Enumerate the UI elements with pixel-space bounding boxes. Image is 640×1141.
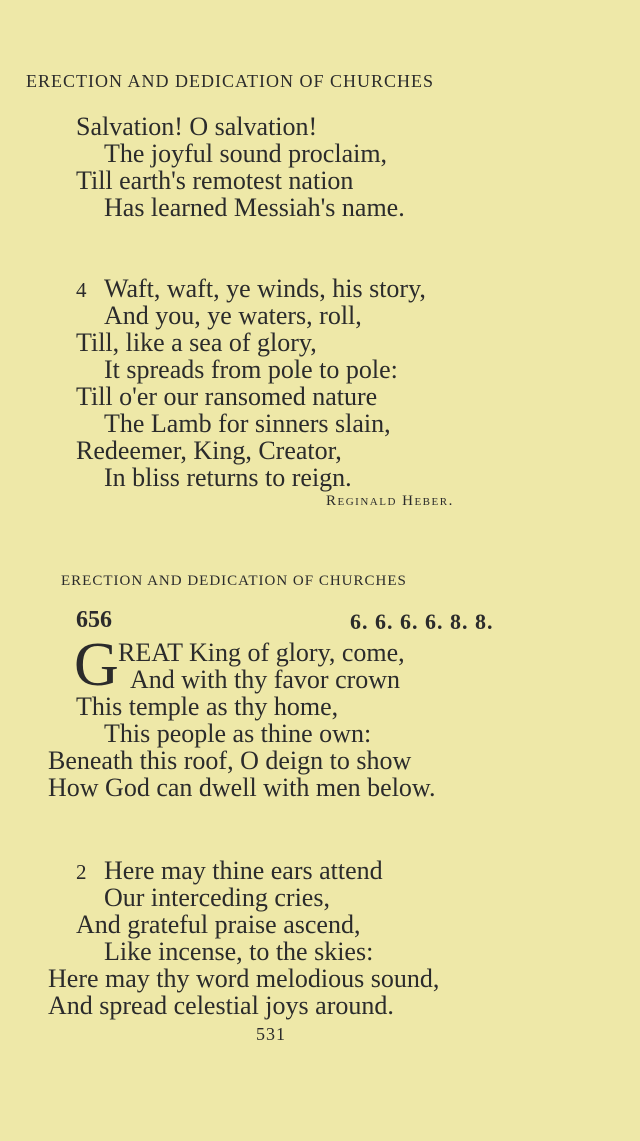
- verse-line: The joyful sound proclaim,: [104, 139, 388, 168]
- verse-line: Waft, waft, ye winds, his story,: [104, 274, 426, 303]
- verse-line: Till, like a sea of glory,: [76, 328, 317, 357]
- verse-line: Beneath this roof, O deign to show: [48, 746, 412, 775]
- hymn-meter: 6. 6. 6. 6. 8. 8.: [350, 609, 494, 634]
- section-header: ERECTION AND DEDICATION OF CHURCHES: [61, 573, 407, 589]
- verse-line: Till earth's remotest nation: [76, 166, 354, 195]
- verse-line: Our interceding cries,: [104, 883, 330, 912]
- verse-line: This people as thine own:: [104, 719, 372, 748]
- verse-line: And with thy favor crown: [130, 665, 401, 694]
- verse-line: Till o'er our ransomed nature: [76, 382, 378, 411]
- verse-line: This temple as thy home,: [76, 692, 339, 721]
- verse-line: It spreads from pole to pole:: [104, 355, 398, 384]
- stanza-number: 4: [76, 278, 87, 302]
- verse-line: Has learned Messiah's name.: [104, 193, 405, 222]
- verse-line: Here may thine ears attend: [104, 856, 383, 885]
- verse-line: Like incense, to the skies:: [104, 937, 374, 966]
- page-number: 531: [256, 1024, 286, 1044]
- verse-line: And spread celestial joys around.: [48, 991, 394, 1020]
- verse-line: Here may thy word melodious sound,: [48, 964, 440, 993]
- verse-line: In bliss returns to reign.: [104, 463, 352, 492]
- verse-line: REAT King of glory, come,: [118, 638, 405, 667]
- verse-line: The Lamb for sinners slain,: [104, 409, 391, 438]
- verse-line: And grateful praise ascend,: [76, 910, 361, 939]
- verse-line: Redeemer, King, Creator,: [76, 436, 342, 465]
- verse-line: Salvation! O salvation!: [76, 112, 318, 141]
- author-attribution: Reginald Heber.: [326, 493, 454, 509]
- hymn-number: 656: [76, 607, 112, 633]
- running-header: ERECTION AND DEDICATION OF CHURCHES: [26, 71, 435, 91]
- verse-line: And you, ye waters, roll,: [104, 301, 362, 330]
- drop-cap: G: [74, 631, 119, 699]
- stanza-number: 2: [76, 860, 87, 884]
- verse-line: How God can dwell with men below.: [48, 773, 436, 802]
